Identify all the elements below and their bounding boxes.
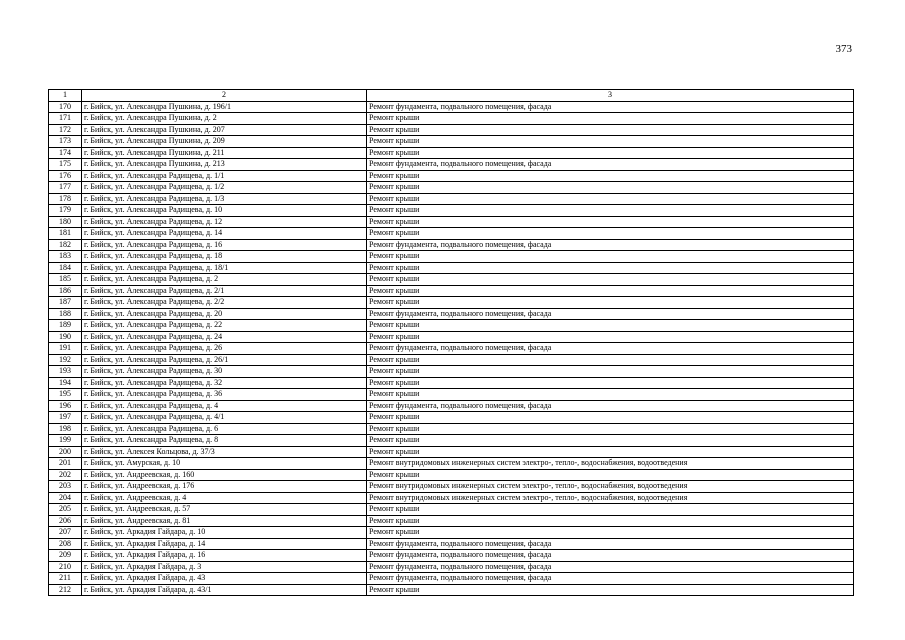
table-row xyxy=(49,527,854,539)
row-number: 184 xyxy=(49,262,82,274)
table-row xyxy=(49,262,854,274)
row-number: 173 xyxy=(49,136,82,148)
table-row xyxy=(49,400,854,412)
table-row xyxy=(49,354,854,366)
row-number: 205 xyxy=(49,504,82,516)
row-address: г. Бийск, ул. Андреевская, д. 176 xyxy=(82,481,367,493)
row-address: г. Бийск, ул. Александра Радищева, д. 20 xyxy=(82,308,367,320)
table-row xyxy=(49,343,854,355)
row-work-type: Ремонт крыши xyxy=(367,389,854,401)
row-work-type: Ремонт фундамента, подвального помещения, фасада xyxy=(367,573,854,585)
table-row xyxy=(49,101,854,113)
row-work-type: Ремонт крыши xyxy=(367,113,854,125)
row-work-type: Ремонт крыши xyxy=(367,262,854,274)
row-work-type: Ремонт крыши xyxy=(367,423,854,435)
table-row xyxy=(49,492,854,504)
row-number: 181 xyxy=(49,228,82,240)
row-number: 196 xyxy=(49,400,82,412)
table-row xyxy=(49,297,854,309)
table-row xyxy=(49,538,854,550)
row-work-type: Ремонт крыши xyxy=(367,515,854,527)
table-row xyxy=(49,331,854,343)
row-number: 211 xyxy=(49,573,82,585)
row-address: г. Бийск, ул. Александра Радищева, д. 1/3 xyxy=(82,193,367,205)
row-address: г. Бийск, ул. Александра Радищева, д. 2/1 xyxy=(82,285,367,297)
row-work-type: Ремонт внутридомовых инженерных систем электро-, тепло-, водоснабжения, водоотведения xyxy=(367,458,854,470)
row-number: 190 xyxy=(49,331,82,343)
row-number: 201 xyxy=(49,458,82,470)
row-address: г. Бийск, ул. Аркадия Гайдара, д. 14 xyxy=(82,538,367,550)
row-number: 178 xyxy=(49,193,82,205)
table-row xyxy=(49,320,854,332)
row-work-type: Ремонт фундамента, подвального помещения, фасада xyxy=(367,561,854,573)
row-work-type: Ремонт крыши xyxy=(367,170,854,182)
row-address: г. Бийск, ул. Александра Радищева, д. 18/1 xyxy=(82,262,367,274)
row-address: г. Бийск, ул. Александра Радищева, д. 4 xyxy=(82,400,367,412)
table-row xyxy=(49,274,854,286)
table-row xyxy=(49,550,854,562)
row-work-type: Ремонт крыши xyxy=(367,147,854,159)
row-address: г. Бийск, ул. Андреевская, д. 57 xyxy=(82,504,367,516)
row-work-type: Ремонт крыши xyxy=(367,320,854,332)
row-work-type: Ремонт крыши xyxy=(367,504,854,516)
table-row xyxy=(49,412,854,424)
row-number: 176 xyxy=(49,170,82,182)
row-number: 192 xyxy=(49,354,82,366)
row-address: г. Бийск, ул. Александра Радищева, д. 10 xyxy=(82,205,367,217)
row-work-type: Ремонт крыши xyxy=(367,354,854,366)
row-number: 202 xyxy=(49,469,82,481)
row-address: г. Бийск, ул. Алексея Кольцова, д. 37/3 xyxy=(82,446,367,458)
row-address: г. Бийск, ул. Амурская, д. 10 xyxy=(82,458,367,470)
table-row xyxy=(49,561,854,573)
row-number: 198 xyxy=(49,423,82,435)
row-number: 212 xyxy=(49,584,82,596)
row-address: г. Бийск, ул. Александра Радищева, д. 36 xyxy=(82,389,367,401)
row-work-type: Ремонт крыши xyxy=(367,469,854,481)
row-number: 209 xyxy=(49,550,82,562)
row-address: г. Бийск, ул. Александра Радищева, д. 24 xyxy=(82,331,367,343)
table-row xyxy=(49,193,854,205)
row-number: 200 xyxy=(49,446,82,458)
table-row xyxy=(49,308,854,320)
row-address: г. Бийск, ул. Александра Радищева, д. 6 xyxy=(82,423,367,435)
row-address: г. Бийск, ул. Александра Радищева, д. 12 xyxy=(82,216,367,228)
row-address: г. Бийск, ул. Андреевская, д. 4 xyxy=(82,492,367,504)
row-address: г. Бийск, ул. Аркадия Гайдара, д. 10 xyxy=(82,527,367,539)
table-row xyxy=(49,481,854,493)
table-row xyxy=(49,216,854,228)
row-address: г. Бийск, ул. Аркадия Гайдара, д. 16 xyxy=(82,550,367,562)
row-number: 170 xyxy=(49,101,82,113)
row-address: г. Бийск, ул. Андреевская, д. 160 xyxy=(82,469,367,481)
row-work-type: Ремонт крыши xyxy=(367,193,854,205)
row-number: 210 xyxy=(49,561,82,573)
row-address: г. Бийск, ул. Александра Радищева, д. 14 xyxy=(82,228,367,240)
row-number: 175 xyxy=(49,159,82,171)
row-number: 171 xyxy=(49,113,82,125)
row-address: г. Бийск, ул. Александра Пушкина, д. 209 xyxy=(82,136,367,148)
row-address: г. Бийск, ул. Александра Радищева, д. 26/1 xyxy=(82,354,367,366)
table-row xyxy=(49,515,854,527)
row-work-type: Ремонт фундамента, подвального помещения, фасада xyxy=(367,550,854,562)
row-number: 185 xyxy=(49,274,82,286)
row-address: г. Бийск, ул. Александра Радищева, д. 2/2 xyxy=(82,297,367,309)
row-work-type: Ремонт крыши xyxy=(367,205,854,217)
table-row xyxy=(49,159,854,171)
row-work-type: Ремонт крыши xyxy=(367,366,854,378)
row-address: г. Бийск, ул. Александра Радищева, д. 16 xyxy=(82,239,367,251)
row-address: г. Бийск, ул. Александра Радищева, д. 30 xyxy=(82,366,367,378)
row-work-type: Ремонт крыши xyxy=(367,274,854,286)
table-row xyxy=(49,504,854,516)
table-row xyxy=(49,377,854,389)
row-address: г. Бийск, ул. Александра Пушкина, д. 196/1 xyxy=(82,101,367,113)
table-row xyxy=(49,228,854,240)
table-row xyxy=(49,205,854,217)
table-row xyxy=(49,366,854,378)
row-number: 187 xyxy=(49,297,82,309)
table-row xyxy=(49,239,854,251)
column-header-work: 3 xyxy=(367,90,854,102)
row-work-type: Ремонт фундамента, подвального помещения, фасада xyxy=(367,400,854,412)
row-number: 191 xyxy=(49,343,82,355)
row-number: 208 xyxy=(49,538,82,550)
table-row xyxy=(49,182,854,194)
row-number: 182 xyxy=(49,239,82,251)
table-row xyxy=(49,113,854,125)
repair-registry-table xyxy=(48,89,854,596)
row-address: г. Бийск, ул. Аркадия Гайдара, д. 3 xyxy=(82,561,367,573)
row-number: 189 xyxy=(49,320,82,332)
row-number: 188 xyxy=(49,308,82,320)
row-number: 195 xyxy=(49,389,82,401)
row-address: г. Бийск, ул. Александра Радищева, д. 1/1 xyxy=(82,170,367,182)
row-work-type: Ремонт фундамента, подвального помещения, фасада xyxy=(367,159,854,171)
row-work-type: Ремонт фундамента, подвального помещения, фасада xyxy=(367,101,854,113)
row-address: г. Бийск, ул. Александра Пушкина, д. 2 xyxy=(82,113,367,125)
table-row xyxy=(49,458,854,470)
row-work-type: Ремонт крыши xyxy=(367,285,854,297)
table-header-row xyxy=(49,90,854,102)
table-row xyxy=(49,584,854,596)
row-work-type: Ремонт крыши xyxy=(367,182,854,194)
column-header-address: 2 xyxy=(82,90,367,102)
row-number: 197 xyxy=(49,412,82,424)
table-row xyxy=(49,435,854,447)
row-number: 194 xyxy=(49,377,82,389)
row-work-type: Ремонт крыши xyxy=(367,251,854,263)
row-address: г. Бийск, ул. Андреевская, д. 81 xyxy=(82,515,367,527)
row-address: г. Бийск, ул. Александра Радищева, д. 26 xyxy=(82,343,367,355)
row-number: 193 xyxy=(49,366,82,378)
row-work-type: Ремонт крыши xyxy=(367,435,854,447)
row-number: 180 xyxy=(49,216,82,228)
row-work-type: Ремонт крыши xyxy=(367,377,854,389)
page-number: 373 xyxy=(835,43,852,55)
row-number: 183 xyxy=(49,251,82,263)
row-address: г. Бийск, ул. Александра Радищева, д. 22 xyxy=(82,320,367,332)
table-row xyxy=(49,285,854,297)
table-row xyxy=(49,573,854,585)
row-address: г. Бийск, ул. Александра Радищева, д. 18 xyxy=(82,251,367,263)
row-number: 207 xyxy=(49,527,82,539)
row-work-type: Ремонт крыши xyxy=(367,216,854,228)
table-row xyxy=(49,147,854,159)
row-number: 174 xyxy=(49,147,82,159)
row-number: 204 xyxy=(49,492,82,504)
row-number: 199 xyxy=(49,435,82,447)
row-work-type: Ремонт фундамента, подвального помещения, фасада xyxy=(367,538,854,550)
row-work-type: Ремонт крыши xyxy=(367,446,854,458)
table-row xyxy=(49,124,854,136)
table-row xyxy=(49,423,854,435)
row-address: г. Бийск, ул. Аркадия Гайдара, д. 43 xyxy=(82,573,367,585)
row-work-type: Ремонт внутридомовых инженерных систем электро-, тепло-, водоснабжения, водоотведения xyxy=(367,481,854,493)
row-number: 177 xyxy=(49,182,82,194)
row-work-type: Ремонт крыши xyxy=(367,331,854,343)
row-number: 186 xyxy=(49,285,82,297)
row-work-type: Ремонт крыши xyxy=(367,228,854,240)
table-row xyxy=(49,389,854,401)
table-row xyxy=(49,136,854,148)
row-work-type: Ремонт фундамента, подвального помещения, фасада xyxy=(367,343,854,355)
row-work-type: Ремонт фундамента, подвального помещения, фасада xyxy=(367,239,854,251)
row-work-type: Ремонт крыши xyxy=(367,124,854,136)
row-address: г. Бийск, ул. Александра Радищева, д. 4/1 xyxy=(82,412,367,424)
row-number: 179 xyxy=(49,205,82,217)
column-header-number: 1 xyxy=(49,90,82,102)
row-number: 206 xyxy=(49,515,82,527)
row-address: г. Бийск, ул. Александра Радищева, д. 32 xyxy=(82,377,367,389)
row-address: г. Бийск, ул. Александра Пушкина, д. 213 xyxy=(82,159,367,171)
row-address: г. Бийск, ул. Александра Радищева, д. 1/2 xyxy=(82,182,367,194)
row-address: г. Бийск, ул. Аркадия Гайдара, д. 43/1 xyxy=(82,584,367,596)
row-address: г. Бийск, ул. Александра Радищева, д. 2 xyxy=(82,274,367,286)
table-row xyxy=(49,469,854,481)
row-work-type: Ремонт крыши xyxy=(367,527,854,539)
table-row xyxy=(49,446,854,458)
row-work-type: Ремонт крыши xyxy=(367,412,854,424)
row-work-type: Ремонт фундамента, подвального помещения, фасада xyxy=(367,308,854,320)
row-work-type: Ремонт крыши xyxy=(367,584,854,596)
row-address: г. Бийск, ул. Александра Пушкина, д. 207 xyxy=(82,124,367,136)
row-number: 203 xyxy=(49,481,82,493)
row-work-type: Ремонт внутридомовых инженерных систем электро-, тепло-, водоснабжения, водоотведения xyxy=(367,492,854,504)
table-row xyxy=(49,251,854,263)
row-address: г. Бийск, ул. Александра Радищева, д. 8 xyxy=(82,435,367,447)
row-number: 172 xyxy=(49,124,82,136)
row-work-type: Ремонт крыши xyxy=(367,297,854,309)
table-body xyxy=(49,101,854,596)
row-address: г. Бийск, ул. Александра Пушкина, д. 211 xyxy=(82,147,367,159)
row-work-type: Ремонт крыши xyxy=(367,136,854,148)
table-row xyxy=(49,170,854,182)
